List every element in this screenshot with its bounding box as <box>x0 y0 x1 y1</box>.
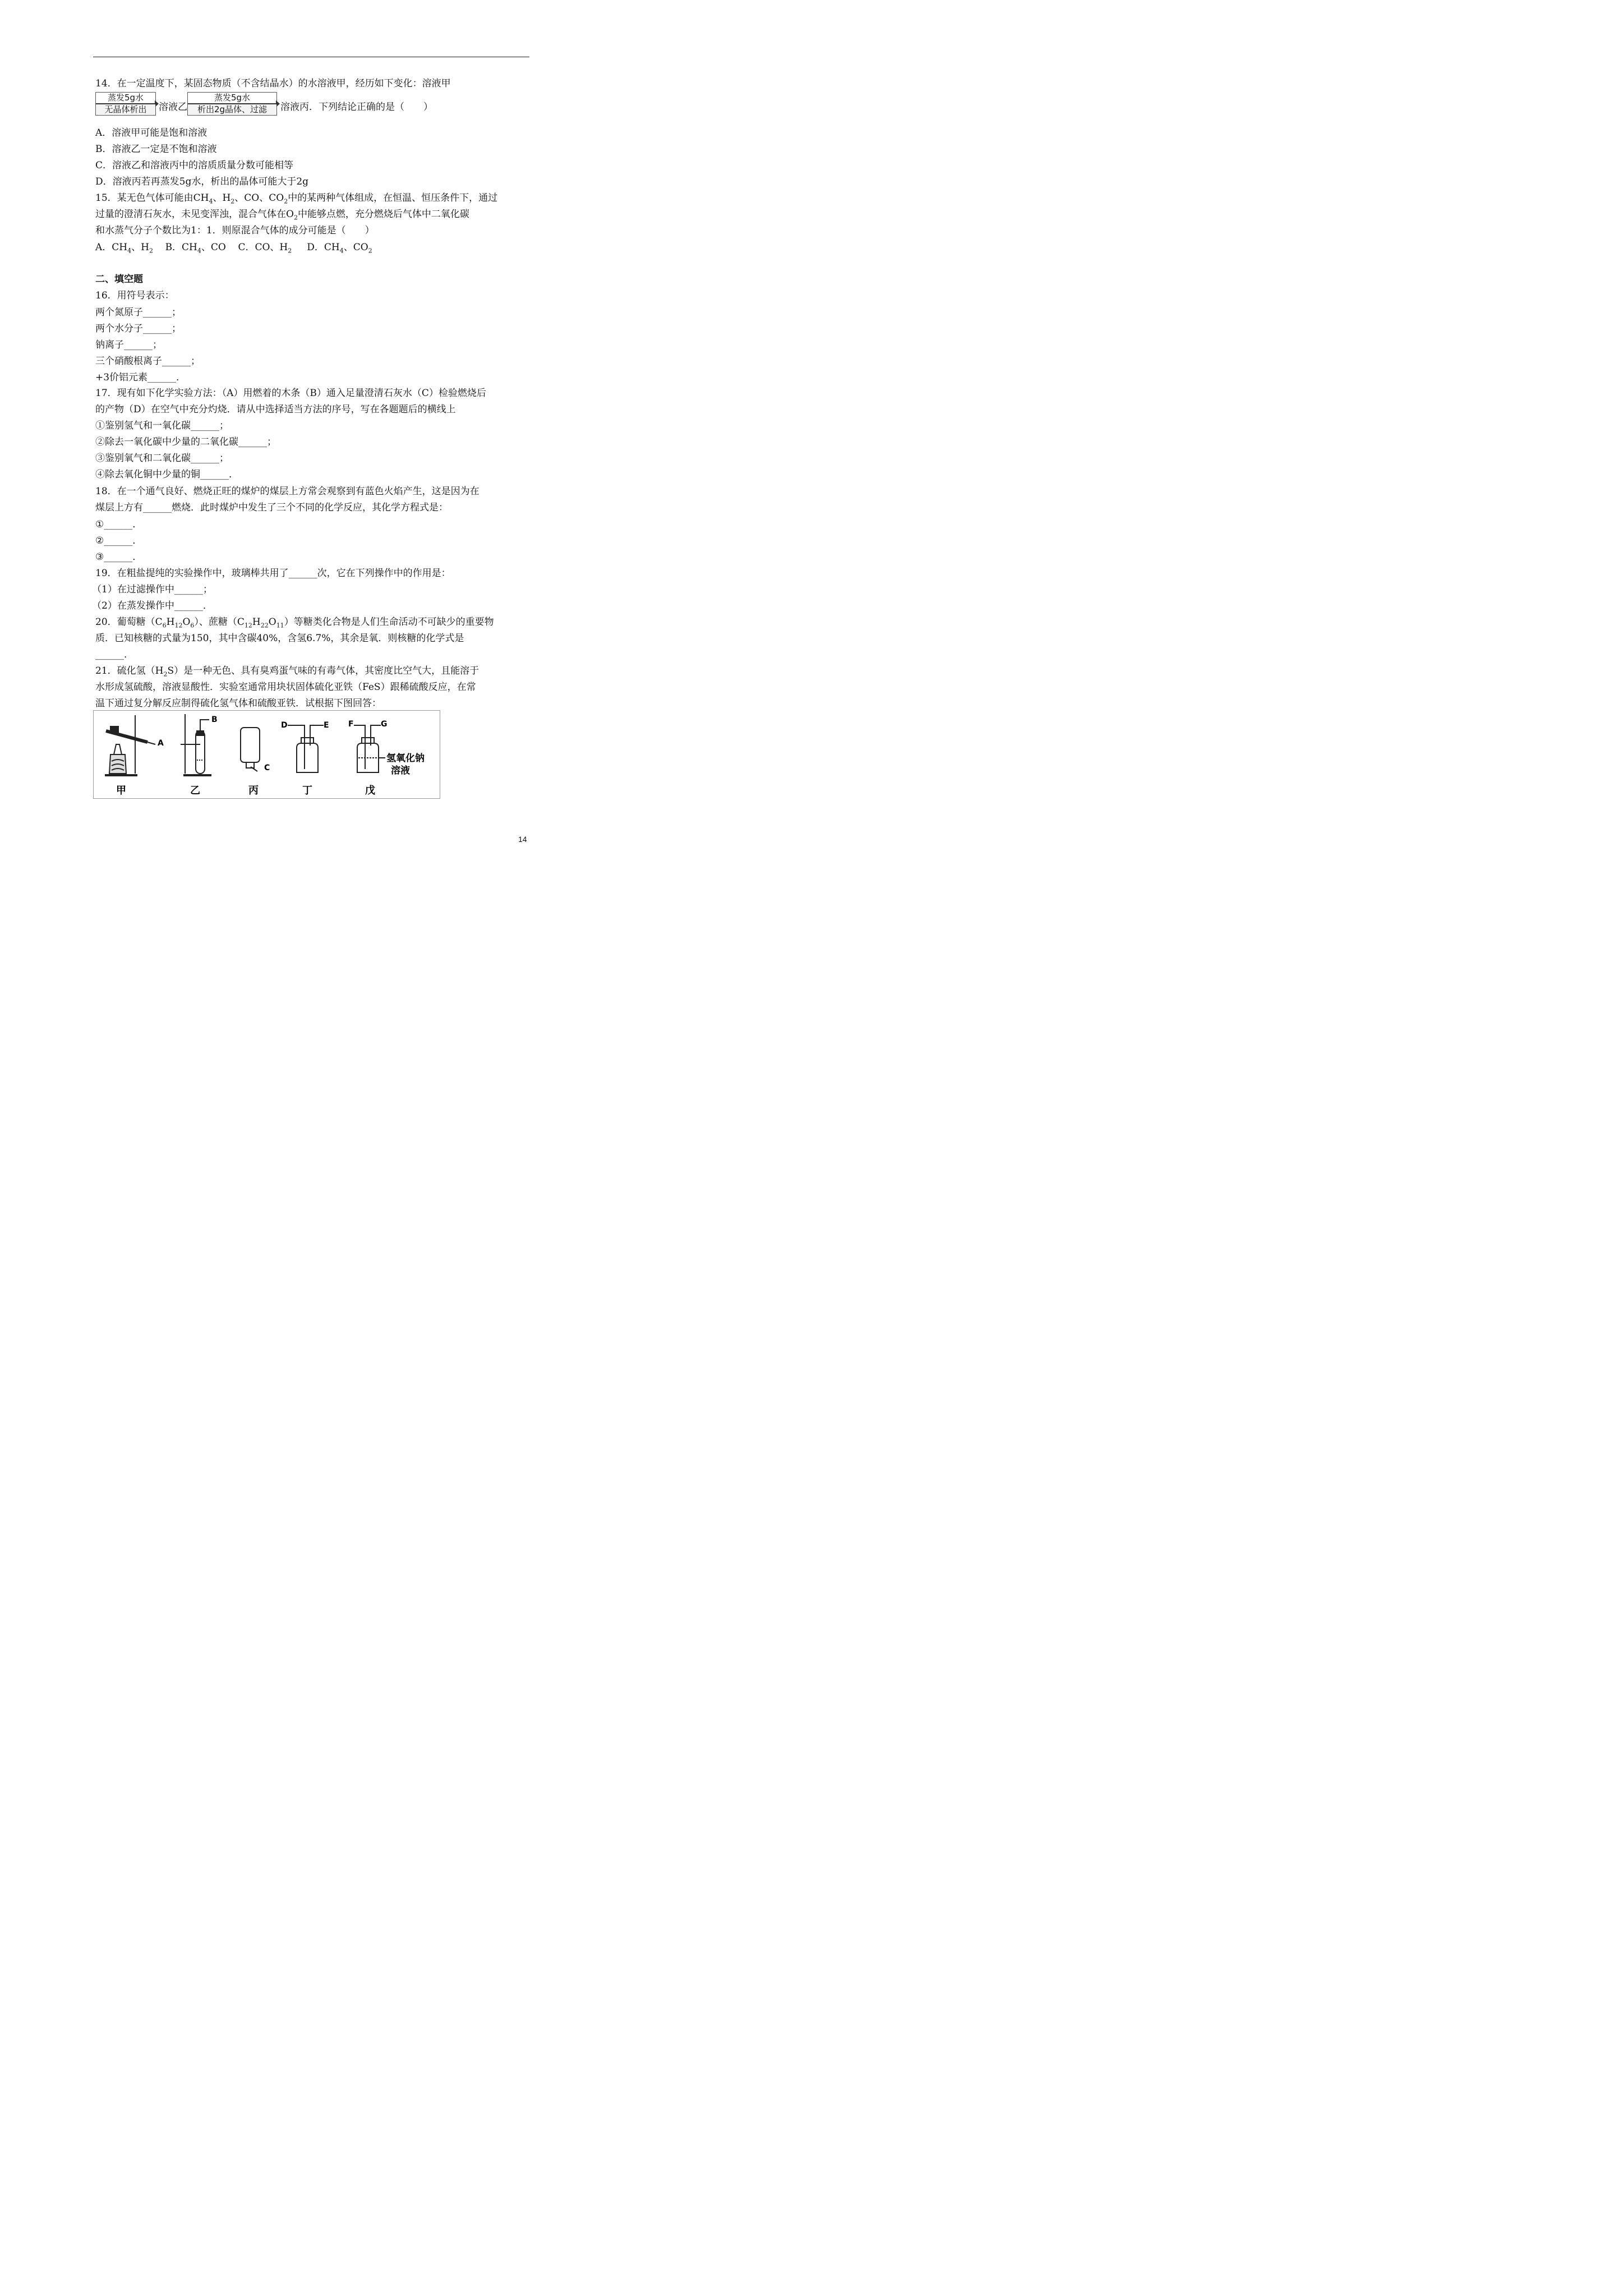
q16-item-3: 钠离子______； <box>95 339 162 351</box>
q18-line2: 煤层上方有______燃烧．此时煤炉中发生了三个不同的化学反应，其化学方程式是： <box>95 502 448 513</box>
q15-option-b: B．$CH_4$、CO <box>165 242 226 255</box>
apparatus-ding <box>288 725 324 772</box>
q14-option-c: C．溶液乙和溶液丙中的溶质质量分数可能相等 <box>95 160 294 171</box>
apparatus-bing <box>241 728 260 771</box>
q17-line1: 17．现有如下化学实验方法：（A）用燃着的木条（B）通入足量澄清石灰水（C）检验燃烧后 <box>95 388 486 399</box>
q15-options <box>95 241 372 257</box>
caption-ding: 丁 <box>302 785 312 797</box>
caption-jia: 甲 <box>116 785 126 797</box>
q20-line1: 20．葡萄糖$(C_6H_{12}O_6)$、蔗糖$(C_{12}H_{22}O_{11})$等糖类化合物是人们生命活动不可缺少的重要物 <box>95 616 494 629</box>
q18-item-3: ③______． <box>95 551 142 563</box>
q17-item-4: ④除去氧化铜中少量的铜______． <box>95 469 238 480</box>
solution-label-line2: 溶液 <box>391 765 410 776</box>
q15-line2: 过量的澄清石灰水，未见变浑浊，混合气体在$O_2$中能够点燃，充分燃烧后气体中二氧化碳 <box>95 209 469 222</box>
q14-arrow1-result: 无晶体析出 <box>96 104 155 115</box>
q14-arrow2-result: 析出2g晶体、过滤 <box>188 104 276 115</box>
apparatus-wu <box>354 725 385 772</box>
apparatus-drawing <box>94 711 440 798</box>
q18-item-1: ①______． <box>95 519 142 530</box>
q14-line2-tail: 溶液丙．下列结论正确的是（ ） <box>280 102 433 113</box>
q14-option-d: D．溶液丙若再蒸发5g水，析出的晶体可能大于2g <box>95 176 309 187</box>
solution-label-line1: 氢氧化钠 <box>386 753 425 764</box>
q19-line1: 19．在粗盐提纯的实验操作中，玻璃棒共用了______次，它在下列操作中的作用是： <box>95 568 451 579</box>
q21-line2: 水形成氢硫酸，溶液显酸性．实验室通常用块状固体硫化亚铁（FeS）跟稀硫酸反应，在常 <box>95 682 476 693</box>
apparatus-yi <box>181 714 211 775</box>
label-F: F <box>348 720 354 729</box>
caption-bing: 丙 <box>248 785 259 797</box>
q20-line2: 质．已知核糖的式量为150，其中含碳40%，含氢6.7%，其余是氧．则核糖的化学式是 <box>95 633 464 644</box>
q16-item-1: 两个氮原子______； <box>95 307 181 318</box>
arrow-head-icon <box>276 100 280 107</box>
label-E: E <box>324 721 329 730</box>
q16-item-5: +3价铝元素______． <box>95 372 186 383</box>
q15-option-d: D．$CH_4$、$CO_2$ <box>307 242 372 255</box>
q17-item-1: ①鉴别氢气和一氧化碳______； <box>95 420 229 431</box>
q17-line2: 的产物（D）在空气中充分灼烧．请从中选择适当方法的序号，写在各题题后的横线上 <box>95 404 456 415</box>
q15-line3: 和水蒸气分子个数比为1：1．则原混合气体的成分可能是（ ） <box>95 225 375 236</box>
q14-option-b: B．溶液乙一定是不饱和溶液 <box>95 144 217 155</box>
q14-line1: 14．在一定温度下，某固态物质（不含结晶水）的水溶液甲，经历如下变化：溶液甲 <box>95 78 451 89</box>
q18-line1: 18．在一个通气良好、燃烧正旺的煤炉的煤层上方常会观察到有蓝色火焰产生，这是因为在 <box>95 486 479 497</box>
q21-line3: 温下通过复分解反应制得硫化氢气体和硫酸亚铁．试根据下图回答： <box>95 698 381 709</box>
q15-option-a: A．$CH_4$、$H_2$ <box>95 242 153 255</box>
q17-item-3: ③鉴别氧气和二氧化碳______； <box>95 453 229 464</box>
q16-title: 16．用符号表示： <box>95 290 174 301</box>
q16-item-2: 两个水分子______； <box>95 323 181 334</box>
q14-option-a: A．溶液甲可能是饱和溶液 <box>95 127 208 139</box>
label-C: C <box>264 763 270 772</box>
q20-line3: ______． <box>95 649 133 660</box>
q16-item-4: 三个硝酸根离子______； <box>95 356 200 367</box>
page-number: 14 <box>518 835 527 844</box>
q14-arrow-1 <box>95 92 156 116</box>
label-B: B <box>211 715 218 724</box>
q18-item-2: ②______． <box>95 535 142 546</box>
q15-option-c: C．CO、$H_2$ <box>238 242 292 255</box>
q15-line1: 15．某无色气体可能由$CH_4$、$H_2$、CO、$CO_2$中的某两种气体组成，在恒温、恒压条件下，通过 <box>95 192 498 205</box>
q14-arrow-2 <box>187 92 277 116</box>
section-heading: 二、填空题 <box>95 274 143 285</box>
label-D: D <box>281 721 288 730</box>
caption-yi: 乙 <box>190 785 200 797</box>
arrow-head-icon <box>155 100 159 107</box>
apparatus-figure <box>93 710 440 799</box>
caption-wu: 戊 <box>365 785 375 797</box>
q14-arrow2-condition: 蒸发5g水 <box>214 93 251 103</box>
q17-item-2: ②除去一氧化碳中少量的二氧化碳______； <box>95 436 276 448</box>
q19-item-2: （2）在蒸发操作中______． <box>92 600 213 611</box>
label-A: A <box>158 739 164 748</box>
label-G: G <box>381 720 388 729</box>
q19-item-1: （1）在过滤操作中______； <box>92 584 213 595</box>
q21-line1: 21．硫化氢$(H_2S)$是一种无色、具有臭鸡蛋气味的有毒气体，其密度比空气大，且能溶于 <box>95 665 479 678</box>
apparatus-jia <box>105 715 155 775</box>
q14-mid-label: 溶液乙 <box>159 102 187 113</box>
q14-arrow1-condition: 蒸发5g水 <box>107 93 144 103</box>
